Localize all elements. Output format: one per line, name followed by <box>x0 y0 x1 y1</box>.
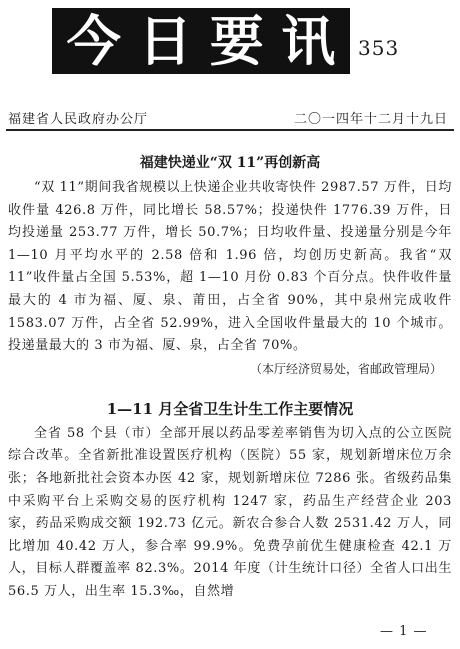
article-source-express: （本厅经济贸易处，省邮政管理局） <box>249 361 442 376</box>
header-divider <box>6 129 454 131</box>
masthead-char: 讯 <box>281 9 336 73</box>
issuing-organization: 福建省人民政府办公厅 <box>8 112 149 127</box>
masthead-char: 日 <box>138 9 193 73</box>
article-body-express: “双 11”期间我省规模以上快递企业共收寄快件 2987.57 万件，日均收件量 426.8 万件，同比增长 58.57%；投递快件 1776.39 万件，日均投递量 253.77 万件，增长 50.7%；日均收件量、投递量分别是今年 1—10 月平均水平的 2.58 倍和 1.96 倍，均创历史新高。我省“双 11”收件量占全国 5.53%，超 1—10 月份 0.83 个百分点。快件收件量最大的 4 市为福、厦、泉、莆田，占全省 90%，其中泉州完成收件 1583.07 万件，占全省 52.99%，进入全国收件量最大的 10 个城市。投递量最大的 3 市为福、厦、泉，占全省 70%。 <box>8 180 452 354</box>
article-title-express: 福建快递业“双 11”再创新高 <box>139 155 321 171</box>
masthead-char: 要 <box>209 9 264 73</box>
document-body <box>8 140 452 604</box>
issue-number: 353 <box>358 36 400 60</box>
article-title-health: 1—11 月全省卫生计生工作主要情况 <box>106 399 354 418</box>
page-number: — 1 — <box>380 624 428 639</box>
article-body-health: 全省 58 个县（市）全部开展以药品零差率销售为切入点的公立医院综合改革。全省新批准设置医疗机构（医院）55 家，规划新增床位万余张；各地新批社会资本办医 42 家，规划新增床位 7286 张。省级药品集中采购平台上采购交易的医疗机构 1247 家，药品生产经营企业 203 家，药品采购成交额 192.73 亿元。新农合参合人数 2531.42 万人，同比增加 40.42 万人，参合率 99.9%。免费孕前优生健康检查 42.1 万人，目标人群覆盖率 82.3%。2014 年度（计生统计口径）全省人口出生 56.5 万人，出生率 15.3‰，自然增 <box>8 425 452 599</box>
masthead-char: 今 <box>66 9 121 73</box>
issue-date: 二〇一四年十二月十九日 <box>293 112 448 127</box>
masthead-title <box>52 8 350 74</box>
